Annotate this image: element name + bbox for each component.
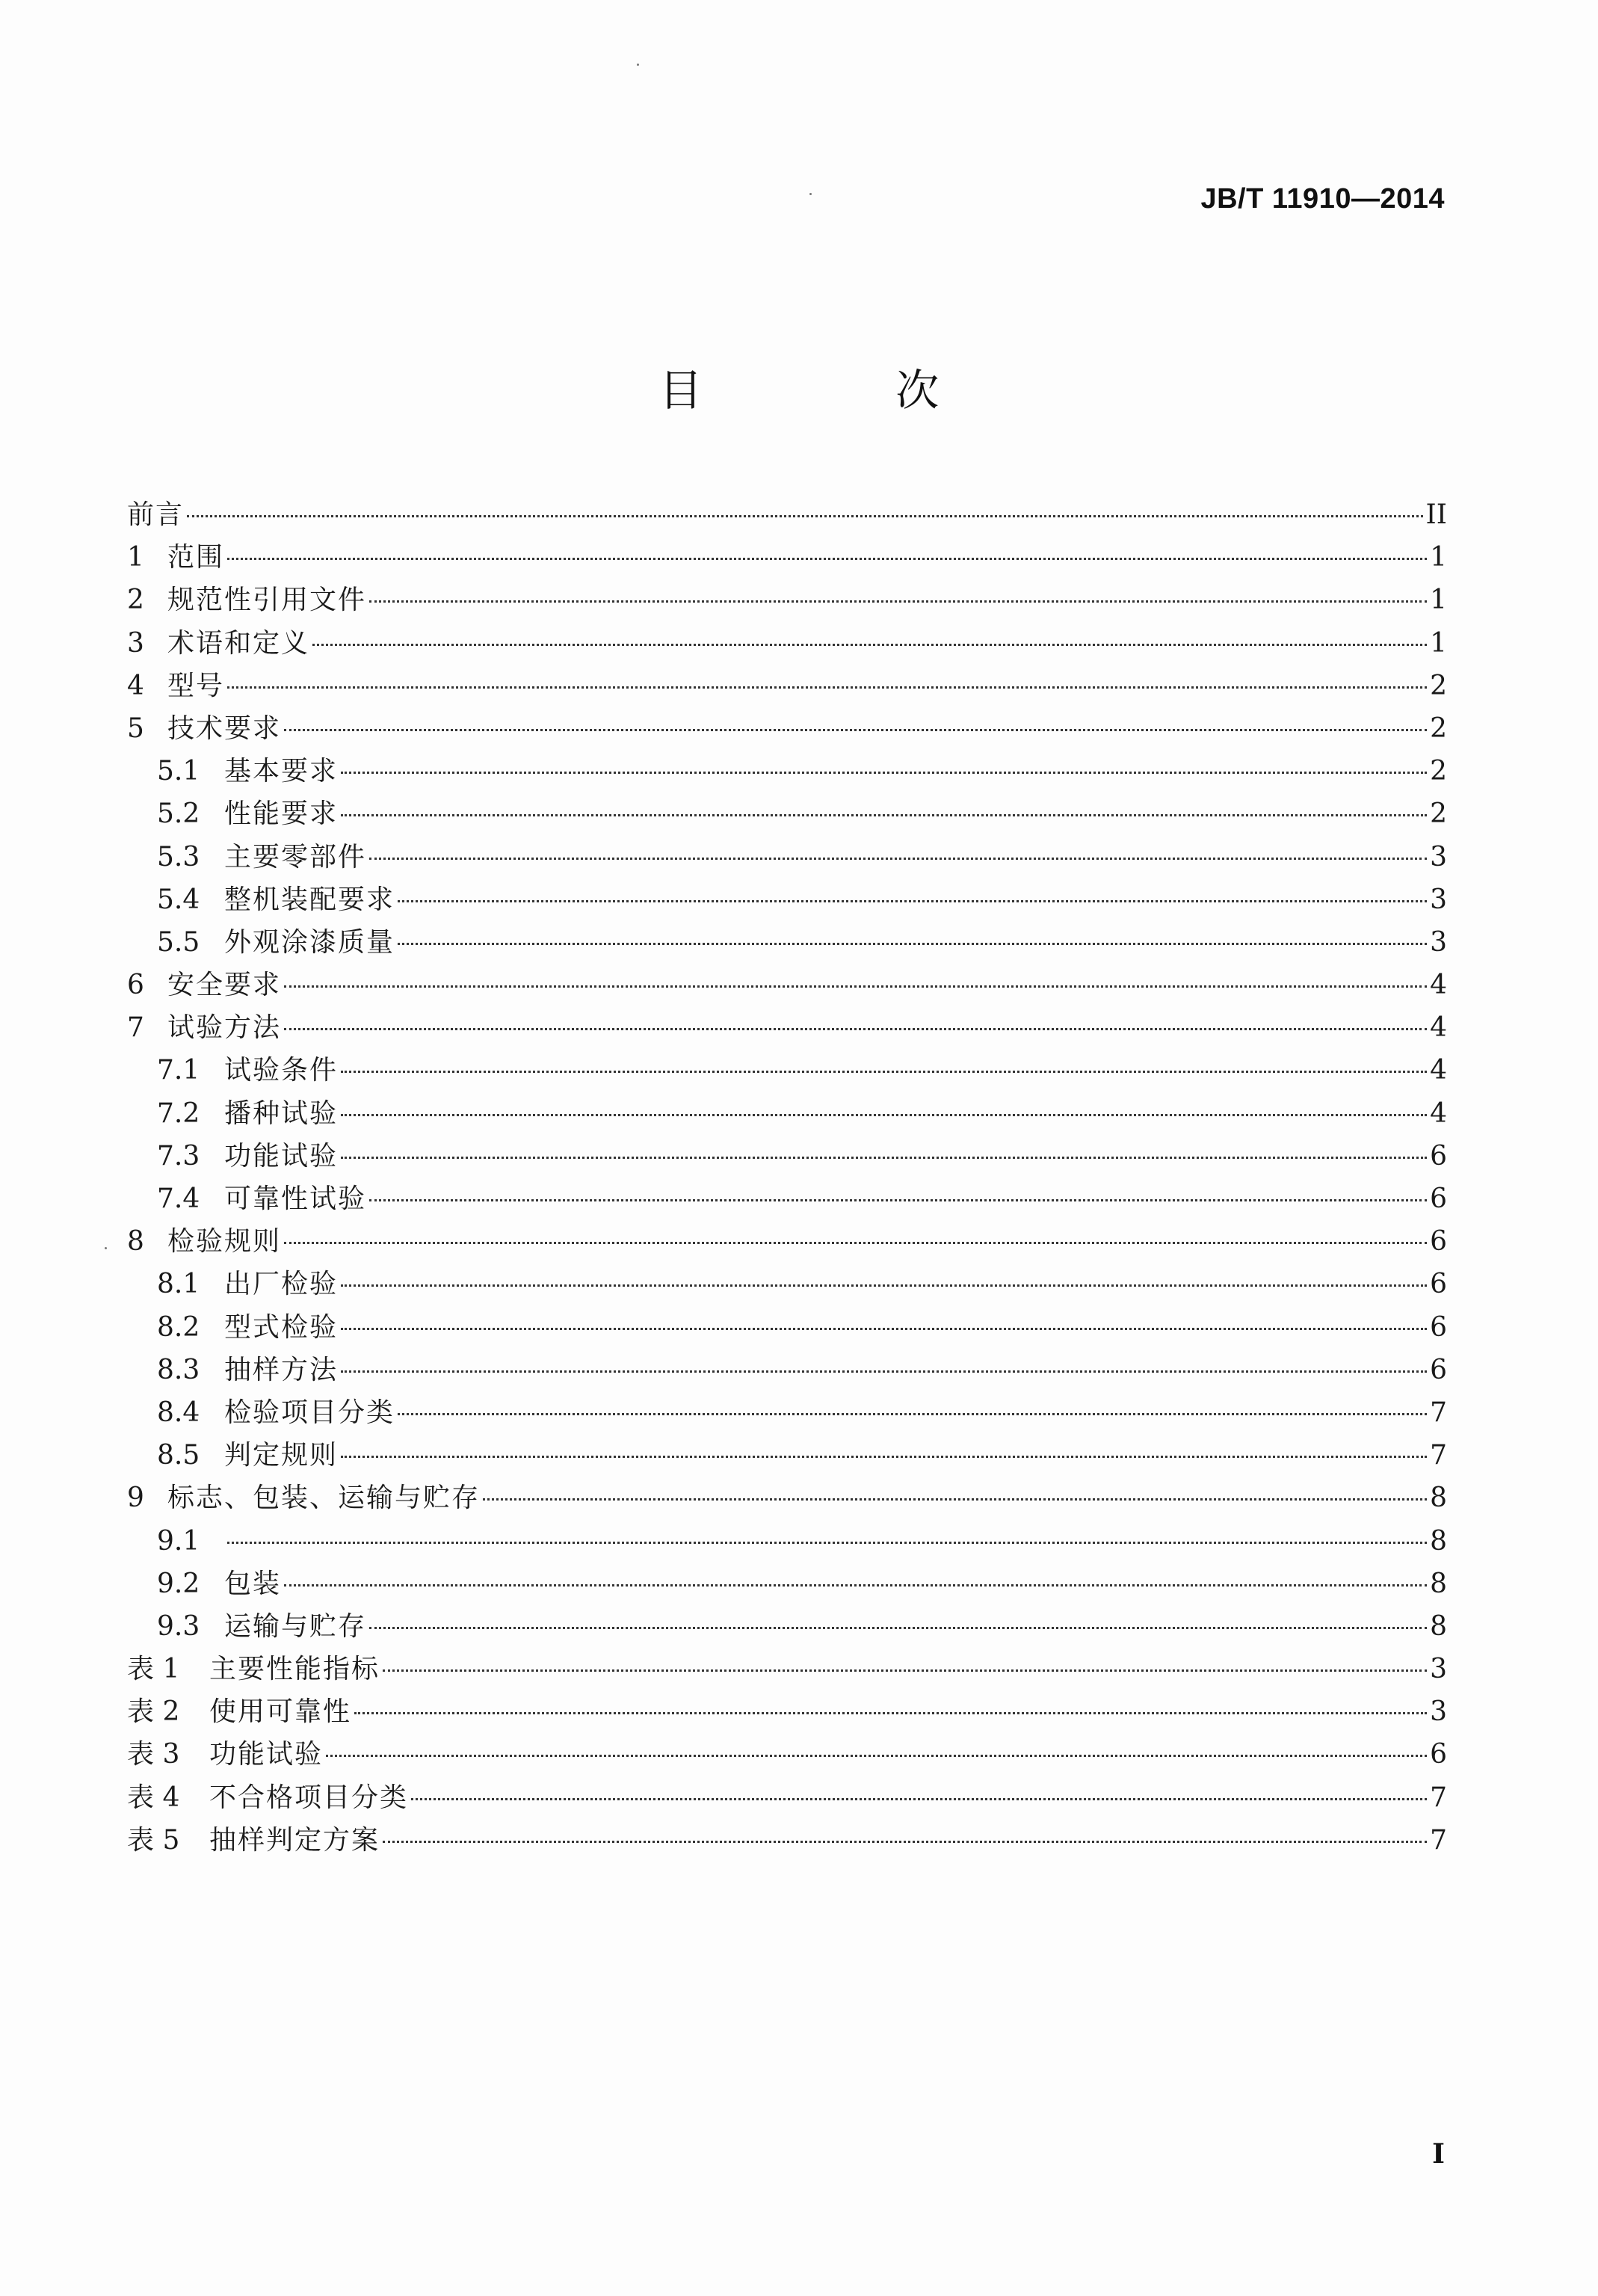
toc-entry[interactable] <box>127 1648 1447 1690</box>
toc-leader-dots <box>354 1712 1427 1714</box>
toc-entry-number: 表 1 <box>127 1654 180 1685</box>
toc-entry-number: 1 <box>127 542 144 573</box>
toc-entry[interactable] <box>127 536 1447 579</box>
toc-leader-dots <box>398 1413 1427 1415</box>
toc-entry-number: 表 5 <box>127 1824 180 1856</box>
toc-entry[interactable] <box>127 1220 1447 1263</box>
toc-entry-page: 8 <box>1430 1525 1447 1557</box>
toc-entry-page: 6 <box>1430 1226 1447 1258</box>
toc-entry-number: 4 <box>127 670 144 701</box>
toc-entry[interactable] <box>127 1819 1447 1862</box>
toc-entry-number: 7.1 <box>157 1055 200 1086</box>
toc-leader-dots <box>341 814 1427 816</box>
toc-entry-page: 3 <box>1430 841 1447 872</box>
toc-entry-number: 6 <box>127 970 144 1001</box>
toc-leader-dots <box>369 600 1427 603</box>
toc-entry[interactable] <box>127 1263 1447 1305</box>
toc-leader-dots <box>369 1199 1427 1201</box>
toc-leader-dots <box>341 1284 1427 1287</box>
toc-entry-page: 7 <box>1430 1397 1447 1428</box>
toc-entry-label: 基本要求 <box>224 756 339 787</box>
toc-entry[interactable] <box>127 622 1447 665</box>
toc-entry-number: 表 4 <box>127 1782 180 1813</box>
page-title: 目 次 <box>658 365 1029 416</box>
toc-entry-page: 3 <box>1430 1696 1447 1728</box>
toc-entry-number: 9.1 <box>157 1525 200 1557</box>
toc-entry-label: 外观涂漆质量 <box>224 926 395 958</box>
toc-entry-page: 6 <box>1430 1140 1447 1172</box>
toc-entry-page: 4 <box>1430 970 1447 1001</box>
toc-entry-label: 检验项目分类 <box>224 1397 395 1428</box>
toc-entry[interactable] <box>127 1049 1447 1092</box>
toc-entry[interactable] <box>127 1563 1447 1605</box>
toc-entry[interactable] <box>127 1477 1447 1519</box>
toc-entry[interactable] <box>127 1006 1447 1049</box>
toc-entry-page: 4 <box>1430 1012 1447 1044</box>
toc-entry[interactable] <box>127 1520 1447 1563</box>
toc-entry-label: 标志、包装、运输与贮存 <box>167 1483 481 1514</box>
toc-entry[interactable] <box>127 1690 1447 1733</box>
toc-entry-number: 9.3 <box>157 1610 200 1642</box>
toc-entry-number: 5 <box>127 713 144 744</box>
toc-entry-number: 9.2 <box>157 1568 200 1599</box>
toc-leader-dots <box>383 1841 1427 1843</box>
scan-speck <box>637 64 639 66</box>
toc-entry-label: 包装 <box>224 1568 282 1599</box>
toc-entry-number: 表 3 <box>127 1739 180 1770</box>
toc-entry[interactable] <box>127 878 1447 921</box>
toc-entry-label: 可靠性试验 <box>224 1184 367 1214</box>
toc-entry[interactable] <box>127 964 1447 1006</box>
toc-entry-page: 3 <box>1430 926 1447 958</box>
toc-leader-dots <box>284 1028 1427 1030</box>
toc-leader-dots <box>341 1114 1427 1116</box>
toc-entry-page: 2 <box>1430 670 1447 701</box>
toc-entry-label: 规范性引用文件 <box>167 585 367 616</box>
toc-entry-label: 出厂检验 <box>224 1269 339 1300</box>
toc-entry[interactable] <box>127 707 1447 750</box>
toc-entry-label: 安全要求 <box>167 970 282 1001</box>
toc-entry-page: 8 <box>1430 1483 1447 1514</box>
toc-entry-label: 整机装配要求 <box>224 884 395 915</box>
toc-entry-number: 8.1 <box>157 1269 200 1300</box>
toc-entry-page: 8 <box>1430 1568 1447 1599</box>
toc-entry-label: 抽样方法 <box>224 1354 339 1385</box>
toc-leader-dots <box>341 1157 1427 1159</box>
toc-entry-page: 1 <box>1430 585 1447 616</box>
toc-entry[interactable] <box>127 493 1447 536</box>
toc-entry[interactable] <box>127 792 1447 835</box>
toc-entry[interactable] <box>127 1733 1447 1776</box>
toc-leader-dots <box>284 985 1427 988</box>
toc-entry-label: 主要性能指标 <box>209 1654 380 1685</box>
table-of-contents <box>127 493 1447 1862</box>
toc-entry-number: 8.2 <box>157 1311 200 1343</box>
toc-entry-label: 使用可靠性 <box>209 1696 352 1728</box>
toc-entry-label: 型式检验 <box>224 1311 339 1343</box>
toc-entry[interactable] <box>127 1391 1447 1434</box>
standard-code: JB/T 11910—2014 <box>1200 183 1445 215</box>
toc-leader-dots <box>398 943 1427 945</box>
toc-entry-label: 试验条件 <box>224 1055 339 1086</box>
toc-entry-page: 7 <box>1430 1782 1447 1813</box>
toc-entry-number: 8.3 <box>157 1354 200 1385</box>
toc-leader-dots <box>284 1242 1427 1244</box>
toc-leader-dots <box>341 1328 1427 1330</box>
toc-entry-number: 9 <box>127 1483 144 1514</box>
toc-entry[interactable] <box>127 1135 1447 1178</box>
toc-entry-label: 不合格项目分类 <box>209 1782 409 1813</box>
toc-leader-dots <box>369 1627 1427 1629</box>
toc-leader-dots <box>284 729 1427 731</box>
toc-entry-page: 6 <box>1430 1311 1447 1343</box>
scan-speck <box>105 1247 107 1249</box>
page-number: I <box>1432 2138 1445 2170</box>
toc-entry-page: 4 <box>1430 1055 1447 1086</box>
toc-entry-number: 5.3 <box>157 841 200 872</box>
toc-entry-page: 2 <box>1430 713 1447 744</box>
toc-leader-dots <box>483 1498 1427 1501</box>
toc-entry-number: 8.5 <box>157 1440 200 1471</box>
toc-leader-dots <box>341 1071 1427 1073</box>
toc-entry-number: 5.2 <box>157 798 200 830</box>
toc-entry[interactable] <box>127 1092 1447 1135</box>
toc-entry-page: 7 <box>1430 1824 1447 1856</box>
toc-entry-label: 检验规则 <box>167 1226 282 1258</box>
toc-entry-label: 技术要求 <box>167 713 282 744</box>
toc-entry-number: 7 <box>127 1012 144 1044</box>
toc-leader-dots <box>398 900 1427 902</box>
toc-leader-dots <box>227 558 1427 560</box>
toc-leader-dots <box>312 644 1427 646</box>
toc-entry-page: 6 <box>1430 1354 1447 1385</box>
toc-entry-page: 1 <box>1430 542 1447 573</box>
toc-entry-page: 6 <box>1430 1184 1447 1214</box>
toc-entry-number: 5.4 <box>157 884 200 915</box>
toc-entry-page: II <box>1425 499 1447 530</box>
toc-entry-label: 判定规则 <box>224 1440 339 1471</box>
toc-leader-dots <box>187 515 1423 517</box>
toc-entry[interactable] <box>127 1776 1447 1819</box>
toc-entry-page: 4 <box>1430 1098 1447 1129</box>
toc-entry-number: 7.4 <box>157 1184 200 1214</box>
toc-entry[interactable] <box>127 921 1447 964</box>
toc-entry-label: 试验方法 <box>167 1012 282 1044</box>
toc-leader-dots <box>227 686 1427 689</box>
toc-entry-number: 7.3 <box>157 1140 200 1172</box>
toc-entry-number: 2 <box>127 585 144 616</box>
toc-entry-label: 型号 <box>167 670 225 701</box>
toc-leader-dots <box>227 1542 1427 1544</box>
toc-entry-number: 7.2 <box>157 1098 200 1129</box>
toc-entry-number: 5.1 <box>157 756 200 787</box>
toc-entry-number: 8 <box>127 1226 144 1258</box>
toc-entry-number: 5.5 <box>157 926 200 958</box>
toc-entry-page: 7 <box>1430 1440 1447 1471</box>
toc-entry-label: 功能试验 <box>209 1739 324 1770</box>
toc-entry-page: 3 <box>1430 1654 1447 1685</box>
toc-entry[interactable] <box>127 836 1447 878</box>
toc-entry-page: 3 <box>1430 884 1447 915</box>
toc-leader-dots <box>383 1669 1427 1672</box>
toc-entry[interactable] <box>127 1434 1447 1477</box>
scan-speck <box>809 193 812 195</box>
toc-entry-label: 抽样判定方案 <box>209 1824 380 1856</box>
toc-leader-dots <box>341 1456 1427 1458</box>
toc-entry[interactable] <box>127 1178 1447 1220</box>
toc-entry[interactable] <box>127 1306 1447 1349</box>
toc-leader-dots <box>411 1798 1427 1800</box>
toc-entry[interactable] <box>127 1349 1447 1391</box>
toc-entry-label: 范围 <box>167 542 225 573</box>
toc-entry-page: 1 <box>1430 627 1447 659</box>
toc-leader-dots <box>284 1584 1427 1586</box>
toc-entry[interactable] <box>127 750 1447 792</box>
toc-entry-number: 表 2 <box>127 1696 180 1728</box>
toc-entry-label: 术语和定义 <box>167 627 310 659</box>
toc-entry[interactable] <box>127 1605 1447 1648</box>
toc-entry-label: 前言 <box>127 499 185 530</box>
toc-entry-label: 主要零部件 <box>224 841 367 872</box>
toc-leader-dots <box>369 858 1427 860</box>
toc-entry-label: 运输与贮存 <box>224 1610 367 1642</box>
toc-entry[interactable] <box>127 665 1447 707</box>
toc-entry-page: 2 <box>1430 756 1447 787</box>
toc-entry-label: 播种试验 <box>224 1098 339 1129</box>
toc-entry-number: 3 <box>127 627 144 659</box>
toc-entry-number: 8.4 <box>157 1397 200 1428</box>
toc-leader-dots <box>341 772 1427 774</box>
toc-entry-page: 2 <box>1430 798 1447 830</box>
toc-entry-label: 性能要求 <box>224 798 339 830</box>
toc-entry-page: 6 <box>1430 1269 1447 1300</box>
toc-entry-page: 8 <box>1430 1610 1447 1642</box>
toc-leader-dots <box>326 1755 1427 1757</box>
toc-entry[interactable] <box>127 579 1447 621</box>
toc-entry-page: 6 <box>1430 1739 1447 1770</box>
toc-leader-dots <box>341 1370 1427 1373</box>
toc-entry-label: 功能试验 <box>224 1140 339 1172</box>
